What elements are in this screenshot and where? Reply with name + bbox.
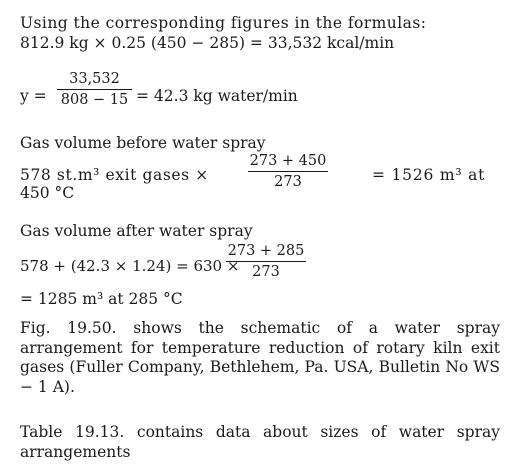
gas-before-numerator: 273 + 450 [249,153,327,169]
table-paragraph: Table 19.13. contains data about sizes of water spray arrangements [20,423,500,461]
gas-after-result: = 1285 m³ at 285 °C [20,290,183,308]
gas-after-numerator: 273 + 285 [227,243,305,259]
gas-before-denominator: 273 [274,174,302,190]
gas-after-fraction [226,242,306,281]
fraction-bar [248,171,328,172]
eq-y-numerator: 33,532 [69,71,120,87]
fig-paragraph: Fig. 19.50. shows the schematic of a water spray arrangement for temperature reduction of rotary kiln exit gases (Fuller Company, Bethlehem, Pa. USA, Bulletin No WS − 1 A). [20,319,500,396]
gas-before-heading: Gas volume before water spray [20,134,266,152]
gas-after-heading: Gas volume after water spray [20,222,253,240]
heat-formula-line: 812.9 kg × 0.25 (450 − 285) = 33,532 kcal/min [20,34,395,52]
gas-before-left: 578 st.m³ exit gases × [20,166,209,184]
eq-y-fraction [57,70,132,109]
gas-before-rhs: = 1526 m³ at [372,166,486,184]
fraction-bar [226,261,306,262]
gas-after-denominator: 273 [252,264,280,280]
gas-before-wrap: 450 °C [20,184,75,202]
gas-before-fraction [248,152,328,191]
eq-y-lhs: y = [20,87,47,105]
eq-y-denominator: 808 − 15 [60,92,129,108]
eq-y-rhs: = 42.3 kg water/min [136,87,298,105]
intro-line: Using the corresponding figures in the formulas: [20,14,427,32]
gas-after-left: 578 + (42.3 × 1.24) = 630 × [20,257,240,275]
fraction-bar [57,89,132,90]
